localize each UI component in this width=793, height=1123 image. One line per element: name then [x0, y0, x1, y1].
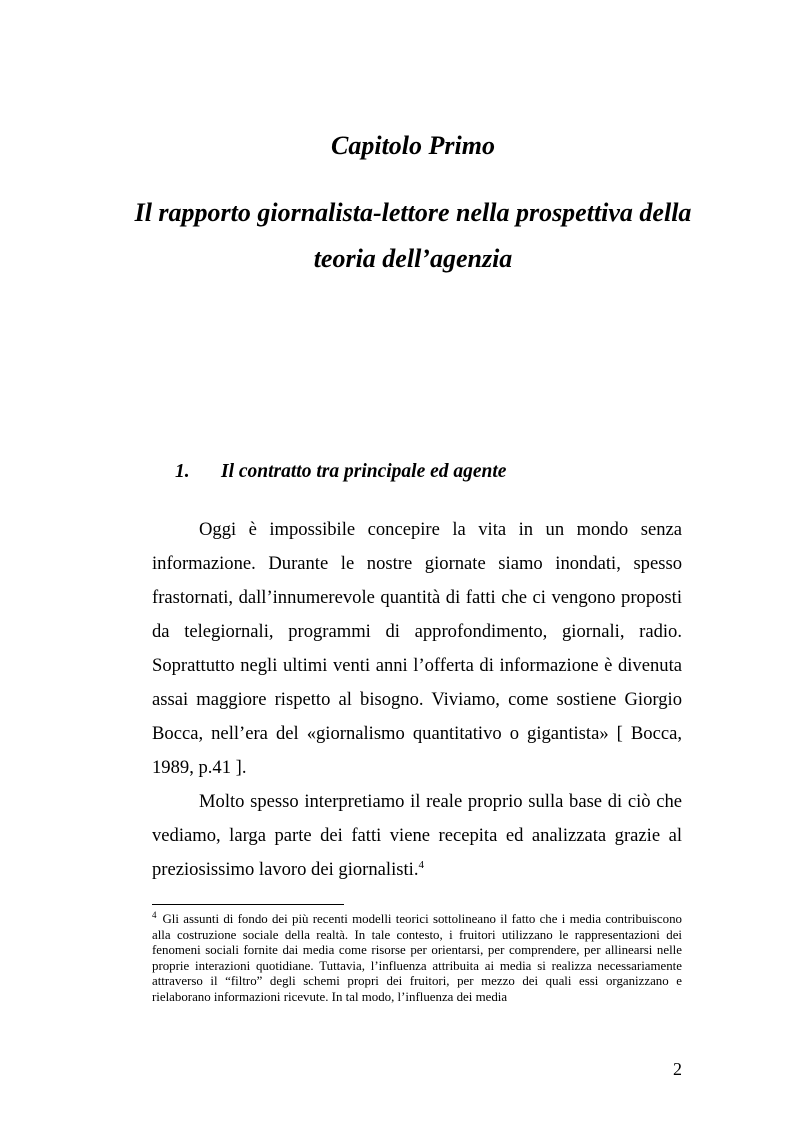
footnote-reference: 4	[418, 858, 424, 871]
footnote-divider	[152, 904, 344, 905]
body-paragraph	[152, 513, 682, 785]
paragraph-2-text: Molto spesso interpretiamo il reale proprio sulla base di ciò che vediamo, larga parte dei fatti viene recepita ed analizzata grazie al preziosissimo lavoro dei giornalisti.	[152, 791, 682, 880]
chapter-label: Capitolo Primo	[331, 131, 495, 160]
footnote	[152, 909, 682, 1005]
body-text	[152, 513, 682, 887]
chapter-title: Il rapporto giornalista-lettore nella prospettiva della teoria dell’agenzia	[134, 198, 692, 273]
section-heading	[175, 458, 695, 486]
section-title: Il contratto tra principale ed agente	[221, 461, 507, 482]
paragraph-1-text: Oggi è impossibile concepire la vita in un mondo senza informazione. Durante le nostre giornate siamo inondati, spesso frastornati, dall’innumerevole quantità di fatti che ci vengono proposti da telegiornali, programmi di approfondimento, giornali, radio. Soprattutto negli ultimi venti anni l’offerta di informazione è divenuta assai maggiore rispetto al bisogno. Viviamo, come sostiene Giorgio Bocca, nell’era del «giornalismo quantitativo o gigantista» [ Bocca, 1989, p.41 ].	[152, 519, 682, 778]
footnote-text: Gli assunti di fondo dei più recenti modelli teorici sottolineano il fatto che i media contribuiscono alla costruzione sociale della realtà. In tale contesto, i fruitori utilizzano le rappresentazioni dei fenomeni sociali fornite dai media come risorse per orientarsi, per comprendere, per allinearsi nelle proprie interazioni quotidiane. Tuttavia, l’influenza attribuita ai media si realizza necessariamente attraverso il “filtro” degli schemi propri dei fruitori, per mezzo dei quali essi organizzano e rielaborano informazioni ricevute. In tal modo, l’influenza dei media	[152, 912, 682, 1004]
page-number: 2	[673, 1059, 682, 1079]
section-number: 1.	[175, 461, 190, 482]
body-paragraph	[152, 785, 682, 887]
footnote-number: 4	[152, 909, 157, 920]
